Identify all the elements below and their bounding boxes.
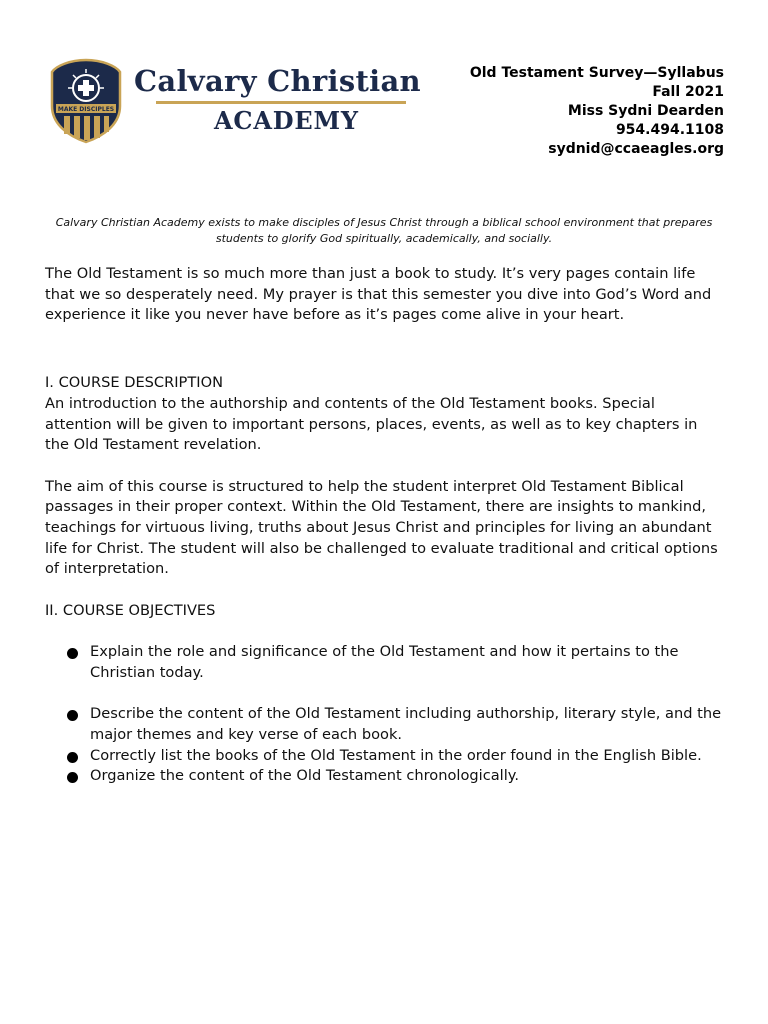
objectives-list [45, 642, 725, 787]
phone-number: 954.494.1108 [615, 122, 724, 138]
objective-text: Organize the content of the Old Testament chronologically. [90, 767, 519, 785]
school-logo [46, 56, 430, 146]
brand-divider [156, 101, 406, 104]
email-address[interactable]: sydnid@ccaeagles.org [548, 141, 724, 157]
contact-block [470, 64, 724, 159]
bullet-icon [67, 648, 78, 659]
spacer [45, 580, 725, 601]
school-name-line1: Calvary Christian [134, 64, 421, 98]
course-title: Old Testament Survey—Syllabus [469, 65, 724, 81]
shield-emblem-icon [50, 58, 122, 144]
header [46, 56, 724, 157]
intro-paragraph: The Old Testament is so much more than just a book to study. It’s very pages contain life that we so desperately need. My prayer is that this semester you dive into God’s Word and experience it like you never have before as it’s pages come alive in your heart. [45, 265, 712, 324]
course-description-heading: I. COURSE DESCRIPTION [45, 374, 223, 392]
term: Fall 2021 [652, 84, 724, 100]
shield-motto: MAKE DISCIPLES [57, 106, 115, 113]
spacer [45, 456, 725, 477]
spacer [45, 622, 725, 643]
course-description-paragraph-2: The aim of this course is structured to help the student interpret Old Testament Biblical passages in their proper context. Within the Old Testament, there are insights to mankind, teachings for virtuous living, truths about Jesus Christ and principles for living an abundant life for Christ. The student will also be challenged to evaluate traditional and critical options of interpretation. [45, 477, 718, 578]
course-objectives-heading: II. COURSE OBJECTIVES [45, 601, 216, 619]
objective-text: Correctly list the books of the Old Testament in the order found in the English Bible. [90, 746, 702, 764]
list-item [45, 766, 725, 787]
syllabus-body [45, 264, 725, 787]
school-name-line2: ACADEMY [214, 106, 359, 135]
bullet-icon [67, 710, 78, 721]
mission-statement: Calvary Christian Academy exists to make disciples of Jesus Christ through a biblical school environment that prepares students to glorify God spiritually, academically, and socially. [55, 216, 713, 245]
teacher-name: Miss Sydni Dearden [567, 103, 724, 119]
list-item [45, 746, 725, 767]
list-item [45, 704, 725, 745]
bullet-icon [67, 772, 78, 783]
course-description-paragraph-1: An introduction to the authorship and contents of the Old Testament books. Special attention will be given to important persons, places, events, as well as to key chapters in the Old Testament revelation. [45, 394, 698, 454]
objective-text: Explain the role and significance of the Old Testament and how it pertains to the Christian today. [90, 643, 679, 681]
bullet-icon [67, 752, 78, 763]
spacer [45, 326, 725, 373]
list-item [45, 642, 725, 683]
objective-text: Describe the content of the Old Testament including authorship, literary style, and the major themes and key verse of each book. [90, 705, 722, 743]
